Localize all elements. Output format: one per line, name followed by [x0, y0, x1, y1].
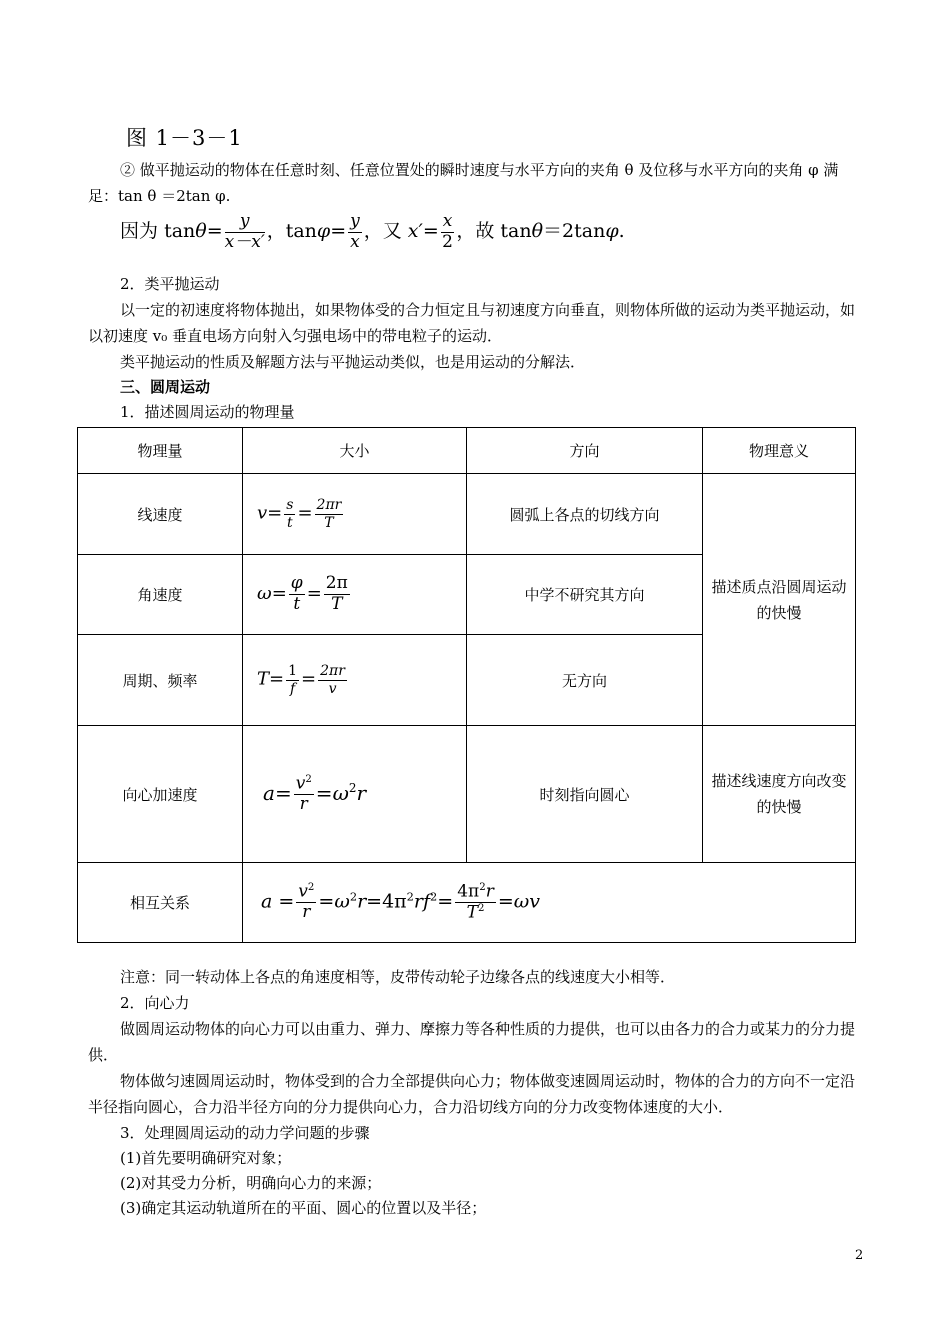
- direction-period: 无方向: [467, 635, 703, 726]
- step-item: (3)确定其运动轨道所在的平面、圆心的位置以及半径；: [120, 1199, 487, 1217]
- quantities-table: [77, 427, 856, 943]
- formula-angular-velocity: ω= $\frac{\varphi}{t}$ = $\frac{2\pi}{T}$: [243, 555, 467, 635]
- note-paragraph: 注意：同一转动体上各点的角速度相等，皮带传动轮子边缘各点的线速度大小相等．: [120, 968, 676, 986]
- paragraph-projectile-like-method: 类平抛运动的性质及解题方法与平抛运动类似，也是用运动的分解法．: [120, 353, 586, 371]
- row-name-centripetal-acceleration: 向心加速度: [78, 726, 243, 863]
- meaning-speed-of-motion: 描述质点沿圆周运动的快慢: [703, 474, 856, 726]
- paragraph-force-sources: 做圆周运动物体的向心力可以由重力、弹力、摩擦力等各种性质的力提供，也可以由各力的合力或某力的分力提供．: [88, 1020, 856, 1064]
- formula-period: T= $\frac{1}{f}$ = $\frac{2\pi r}{v}$: [243, 635, 467, 726]
- direction-angular-velocity: 中学不研究其方向: [467, 555, 703, 635]
- direction-centripetal-acceleration: 时刻指向圆心: [467, 726, 703, 863]
- fraction-y-over-x: $\frac{y}{x}$: [350, 211, 360, 252]
- fraction-y-over-x-minus-xp: $\frac{y}{x-x'}$: [224, 211, 265, 252]
- step-item: (2)对其受力分析，明确向心力的来源；: [120, 1174, 382, 1192]
- table-header-row: [78, 428, 856, 474]
- table-row: [78, 863, 856, 943]
- subsection-title-steps: 3．处理圆周运动的动力学问题的步骤: [120, 1124, 370, 1142]
- formula-centripetal-acceleration: a= $\frac{v^2}{r}$ $=\omega^2r$: [243, 726, 467, 863]
- meaning-direction-change: 描述线速度方向改变的快慢: [703, 726, 856, 863]
- step-item: (1)首先要明确研究对象；: [120, 1149, 292, 1167]
- formula-linear-velocity: v= $\frac{s}{t}$ = $\frac{2\pi r}{T}$: [243, 474, 467, 555]
- formula-derivation: 因为 tanθ= $\frac{y}{x-x'}$ ，tanφ= $\frac{y}{x}$ ，又 x′= $\frac{x}{2}$ ，故 tanθ＝2tanφ.: [120, 211, 625, 252]
- row-name-angular-velocity: 角速度: [78, 555, 243, 635]
- figure-caption: 图 1－3－1: [126, 126, 243, 150]
- paragraph-tangent-relation: ② 做平抛运动的物体在任意时刻、任意位置处的瞬时速度与水平方向的夹角 θ 及位移与水平方向的夹角 φ 满足：tan θ ＝2tan φ.: [88, 161, 839, 205]
- paragraph-projectile-like-definition: 以一定的初速度将物体抛出，如果物体受的合力恒定且与初速度方向垂直，则物体所做的运动为类平抛运动，如以初速度 v₀ 垂直电场方向射入匀强电场中的带电粒子的运动．: [88, 301, 856, 345]
- row-name-period-frequency: 周期、频率: [78, 635, 243, 726]
- subsection-title-centripetal-force: 2．向心力: [120, 994, 190, 1012]
- header-magnitude: 大小: [243, 428, 467, 474]
- section-title-circular-motion: 三、圆周运动: [120, 378, 211, 396]
- header-direction: 方向: [467, 428, 703, 474]
- table-row: [78, 474, 856, 555]
- header-meaning: 物理意义: [703, 428, 856, 474]
- paragraph-uniform-vs-variable: 物体做匀速圆周运动时，物体受到的合力全部提供向心力；物体做变速圆周运动时，物体的合力的方向不一定沿半径指向圆心，合力沿半径方向的分力提供向心力，合力沿切线方向的分力改变物体速度的大小．: [88, 1072, 856, 1116]
- table-row: [78, 726, 856, 863]
- formula-relations: a = $\frac{v^2}{r}$ $=\omega^2r=4\pi^2rf^2=$ $\frac{4\pi^2r}{T^2}$ =ωv: [243, 863, 856, 943]
- page-number: 2: [855, 1248, 864, 1263]
- row-name-relations: 相互关系: [78, 863, 243, 943]
- direction-linear-velocity: 圆弧上各点的切线方向: [467, 474, 703, 555]
- subsection-title-quantities: 1．描述圆周运动的物理量: [120, 403, 295, 421]
- formula-lead: 因为: [120, 220, 159, 243]
- header-quantity: 物理量: [78, 428, 243, 474]
- row-name-linear-velocity: 线速度: [78, 474, 243, 555]
- section-title-projectile-like: 2．类平抛运动: [120, 275, 220, 293]
- fraction-x-over-2: $\frac{x}{2}$: [442, 211, 453, 252]
